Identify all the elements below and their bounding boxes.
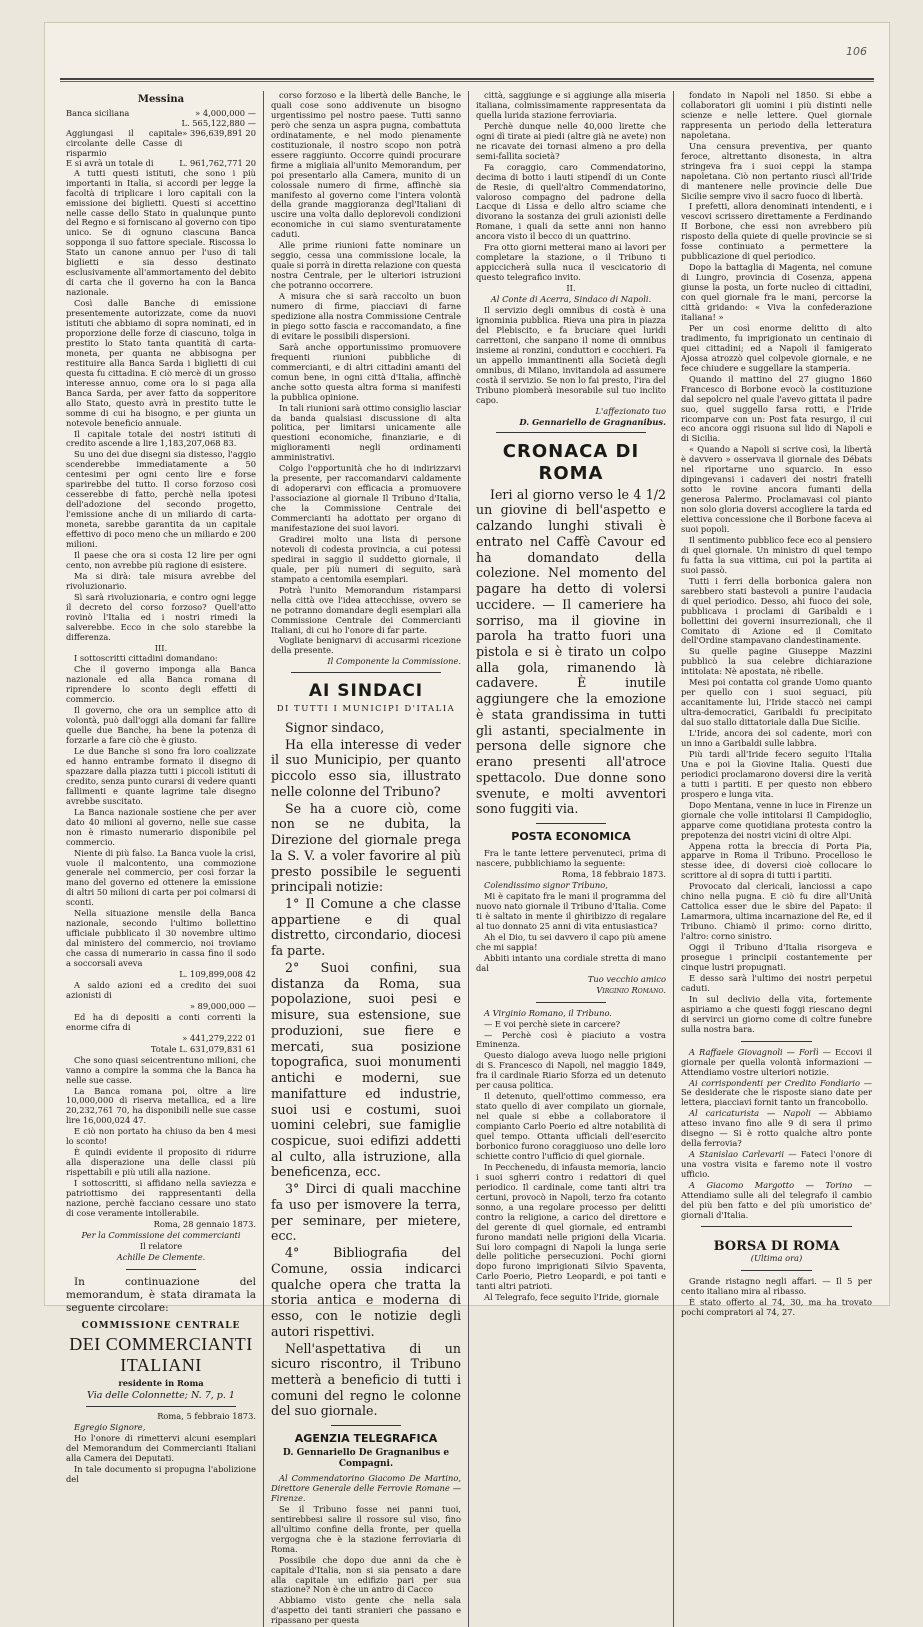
posta-heading: POSTA ECONOMICA xyxy=(511,830,631,844)
paragraph: In Pecchenedu, di infausta memoria, lancio i suoi sgherri contro i redattori di quel periodico. Il cardinale, come tanti altri tra certuni, provocò in Napoli, terzo fra cotanto sonno, a una regolare processo per delitti contro la religione, a carico del direttore e del gerente di quel giornale, ed entrambi furono mandati nelle prigioni della Vicaria. Sui loro compagni di Napoli la lunga serie delle politiche persecuzioni. Pochi giorni dopo furono imprigionati Silvio Spaventa, Carlo Poerio, Pietro Leopardi, e poi tanti e tanti altri patrioti. xyxy=(476,1161,666,1292)
paragraph: Il capitale totale dei nostri istituti di credito ascende a lire 1,183,207,068 83. xyxy=(66,428,256,449)
signature-name: Virginio Romano. xyxy=(596,984,666,995)
agenzia-subheading: D. Gennariello De Gragnanibus e Compagni. xyxy=(282,1448,450,1470)
paragraph: Potrà l'unito Memorandum ristamparsi nella città ove l'idea attecchisse, ovvero se ne potranno domandare degli esemplari alla Commissione Centrale dei Commercianti Italiani, di cui ho l'onore di far parte. xyxy=(271,584,461,635)
paragraph: E ciò non portato ha chiuso da ben 4 mesi lo sconto! xyxy=(66,1126,256,1147)
divider xyxy=(741,1041,812,1042)
dateline: Roma, 28 gennaio 1873. xyxy=(153,1218,256,1229)
section-heading-messina: Messina xyxy=(137,94,185,105)
cronaca-heading: CRONACA DI ROMA xyxy=(502,441,640,485)
borsa-heading: BORSA DI ROMA xyxy=(713,1238,840,1254)
paragraph: 4° Bibliografia del Comune, ossia indicarci qualche opera che tratta la storia antica e moderna di esso, con le notizie degli autori rispettivi. xyxy=(271,1245,461,1339)
paragraph: È stato offerto al 74, 30, ma ha trovato pochi compratori al 74, 27. xyxy=(681,1297,872,1318)
paragraph: Il servizio degli omnibus di costà è una ignominia pubblica. Rieva una pira in piazza del Plebiscito, e fa bruciare quei luridi carrettoni, che sanpano il nome di omnibus insieme ai ronzini, conduttori e cocchieri. Fa un appello immantinenti alla Società degli omnibus, di Milano, invitandola ad assumere costà il servizio. Se non lo fai presto, l'ira del Tribuno piomberà inesorabile sul tuo inclito capo. xyxy=(476,305,666,405)
paragraph: In tale documento si propugna l'abolizione del xyxy=(66,1464,256,1485)
paragraph: Sarà anche opportunissimo promuovere frequenti riunioni pubbliche di commercianti, e di altri cittadini amanti del comun bene, in ogni città d'Italia, affinchè anche sotto questa altra forma si manifesti la pubblica opinione. xyxy=(271,341,461,402)
paragraph: — Perchè così è piaciuto a vostra Eminenza. xyxy=(476,1029,666,1050)
paragraph: I prefetti, allora denominati intendenti, e i vescovi scrissero direttamente a Ferdinando II Borbone, che essi non avrebbero più risposto della quiete di quelle provincie se si fosse continuato a permettere la pubblicazione di quel periodico. xyxy=(681,201,872,262)
paragraph: I sottoscritti cittadini domandano: xyxy=(74,653,218,664)
paragraph: Appena rotta la breccia di Porta Pia, apparve in Roma il Tribuno. Procelloso le stesse idee, di doversi cioè collocare lo scrittore al di sopra di tutti i partiti. xyxy=(681,840,872,881)
addressee: A Virginio Romano, il Tribuno. xyxy=(484,1007,612,1018)
paragraph: Quando il mattino del 27 giugno 1860 Francesco di Borbone evocò la costituzione dal sepolcro nel quale l'avevo gittata il padre suo, quel suggello farsa rotti, e l'Iride ricomparve con un: Post fata resurgo, il cui eco ancora oggi risuona sul lido di Napoli e di Sicilia. xyxy=(681,373,872,444)
paragraph: A misura che si sarà raccolto un buon numero di firme, piacciavi di farne spedizione alla nostra Commissione Centrale in piego sotto fascia e raccomandato, a fine di evitare le possibili dispersioni. xyxy=(271,291,461,341)
money-row: L. 565,122,880 — xyxy=(181,117,256,128)
circular-date: Roma, 5 febbraio 1873. xyxy=(157,1411,256,1422)
divider xyxy=(331,1425,401,1426)
paragraph: In sul declivio della vita, fortemente aspiriamo a che questi foggi riescano degni di servirci un giorno come di coltre funebre sulla nostra bara. xyxy=(681,993,872,1034)
reply-item: Ai corrispondenti per Credito Fondiario — Se desiderate che le risposte siano date per lettera, piacciavi fornit tanto un francobollo. xyxy=(681,1077,872,1108)
paragraph: — E voi perchè siete in carcere? xyxy=(484,1018,621,1029)
paragraph: Nella situazione mensile della Banca nazionale, secondo l'ultimo bollettino ufficiale pubblicato il 30 novembre ultimo dal ministero del commercio, noi troviamo che cassa di numerario in cassa fino il sodo a soccorsali aveva xyxy=(66,908,256,969)
amount: L. 109,899,008 42 xyxy=(179,969,256,980)
divider xyxy=(741,1270,812,1271)
newspaper-page xyxy=(44,22,890,1626)
paragraph: A saldo azioni ed a credito dei suoi azionisti di xyxy=(66,979,256,1000)
divider xyxy=(701,1226,852,1227)
paragraph: Al Telegrafo, fece seguito l'Iride, giornale xyxy=(484,1292,659,1303)
paragraph: Ah el Dio, tu sei davvero il capo più amene che mi sappia! xyxy=(476,931,666,952)
column-3 xyxy=(469,91,674,1627)
paragraph: Mesi poi contatta col grande Uomo quanto per quello con i suoi seguaci, più accanitamente lui, l'Iride staccò nei campi ultra-democratici, Garibaldi fu precipitato dal suo stallo dittatoriale dalla Due Sicilie. xyxy=(681,677,872,728)
columns xyxy=(59,90,879,1626)
paragraph: Signor sindaco, xyxy=(285,719,385,735)
money-row: Banca siciliana » 4,000,000 — xyxy=(66,108,256,118)
paragraph: Perchè dunque nelle 40,000 lirette che ogni dì tirate ai piedi (altre già ne avete) non ne ricavate dei tornasi almeno a pro della semi-fallita società? xyxy=(476,120,666,161)
borsa-subheading: (Ultima ora) xyxy=(750,1253,803,1264)
paragraph: Abbiti intanto una cordiale stretta di mano dal xyxy=(476,952,666,973)
commissione-heading: COMMISSIONE CENTRALE xyxy=(81,1321,241,1332)
paragraph: Su quelle pagine Giuseppe Mazzini pubblicò la sua celebre dichiarazione intitolata: Nè apostata, nè ribelle. xyxy=(681,646,872,677)
signature: Il Componente la Commissione. xyxy=(327,656,461,667)
reply-item: A Stanislao Carlevarii — Fateci l'onore di una vostra visita e faremo note il vostro ufficio. xyxy=(681,1149,872,1180)
paragraph: La Banca nazionale sostiene che per aver dato 40 milioni al governo, nelle sue casse non è rimasto numerario disponibile pel commercio. xyxy=(66,806,256,847)
signature: Tuo vecchio amico xyxy=(587,973,666,984)
reply-item: A Raffaele Giovagnoli — Forlì — Eccovi il giornale per quella volontà informazioni — Attendiamo vostre ulteriori notizie. xyxy=(681,1046,873,1077)
signature-line: Per la Commissione dei commercianti xyxy=(81,1229,241,1240)
paragraph: Grande ristagno negli affari. — Il 5 per cento italiano mira al ribasso. xyxy=(681,1276,872,1297)
paragraph: Fra otto giorni metterai mano ai lavori per completare la stazione, o il Tribuno ti appiccicherà sulla nuca il vescicatorio di questo telegrafico invito. xyxy=(476,242,666,283)
paragraph: Se il Tribuno fosse nei panni tuoi, sentirebbesi salire il rossore sul viso, fino all'ultimo confine della fronte, per quella vergogna che è la stazione ferroviaria di Roma. xyxy=(271,1503,461,1554)
paragraph: E desso sarà l'ultimo dei nostri perpetui caduti. xyxy=(681,972,872,993)
paragraph: Una censura preventiva, per quanto feroce, altrettanto disonesta, in altra stringeva fra i suoi ceppi la stampa napoletana. Ciò non pertanto riuscì all'Iride di mantenere nelle provincie delle Due Sicilie sempre vivo il sacro fuoco di libertà. xyxy=(681,140,872,201)
paragraph: Il paese che ora si costa 12 lire per ogni cento, non avrebbe più ragione di esistere. xyxy=(66,549,256,570)
paragraph: Più tardi all'Iride fecero seguito l'Italia Una e poi la Giovine Italia. Questi due periodici proclamarono doversi dire la verità a tutti i partiti. E per questo non ebbero prospero e lunga vita. xyxy=(681,748,872,799)
page-number: 106 xyxy=(846,45,867,58)
paragraph: La Banca romana poi, oltre a lire 10,000,000 di riserva metallica, ed a lire 20,232,761 70, ha disponibili nelle sue casse lire 16,000,024 47. xyxy=(66,1085,256,1126)
residente-line: residente in Roma xyxy=(118,1378,204,1389)
paragraph: Ha ella interesse di veder il suo Municipio, per quanto piccolo esso sia, illustrato nelle colonne del Tribuno? xyxy=(271,736,461,799)
signature-title: Il relatore xyxy=(139,1240,183,1251)
paragraph: Nell'aspettativa di un sicuro riscontro, il Tribuno metterà a beneficio di tutti i comuni del regno le colonne del suo giornale. xyxy=(271,1340,461,1419)
paragraph: Fra le tante lettere pervenuteci, prima di nascere, pubblichiamo la seguente: xyxy=(476,848,666,869)
ai-sindaci-subheading: DI TUTTI I MUNICIPI D'ITALIA xyxy=(276,703,456,714)
paragraph: L'Iride, ancora dei sol cadente, morì con un inno a Garibaldi sulle labbra. xyxy=(681,728,872,748)
paragraph: Sì sarà rivoluzionaria, e contro ogni legge il decreto del corso forzoso? Quell'atto rovinò l'Italia ed i nostri rimedi la salverebbe. Ecco in che solo starebbe la differenza. xyxy=(66,591,256,642)
paragraph: Per un così enorme delitto di alto tradimento, fu imprigionato un centinaio di quei cittadini; ed a Napoli il famigerato Ajossa atrozzò quel colpevole giornale, e ne fece chiudere e suggellare la stamperia. xyxy=(681,322,872,373)
paragraph: 2° Suoi confini, sua distanza da Roma, sua popolazione, suoi pesi e misure, sua estensione, sue produzioni, sue fiere e mercati, sua posizione topografica, suoi monumenti antichi e moderni, sue manifatture ed industrie, suoi usi e costumi, suoi uomini celebri, sue famiglie cospicue, suoi edifizi addetti al culto, alla istruzione, alla beneficenza, ecc. xyxy=(271,959,461,1180)
column-1 xyxy=(59,91,264,1627)
paragraph: Fa coraggio, caro Commendatorino, decima di botto i lauti stipendî di un Conte de Resie, di quell'altro Commendatorino, valoroso compagno del padrone della Lacque di Lissa e dello altro sciame che divorano la sostanza dei gruli azionisti delle Romane, i quali da sette anni non hanno ancora visto il becco di un quattrino. xyxy=(476,161,666,242)
dateline: Roma, 18 febbraio 1873. xyxy=(561,869,666,880)
signature: L'affezionato tuo xyxy=(595,405,666,416)
ai-sindaci-heading: AI SINDACI xyxy=(308,681,424,702)
divider xyxy=(536,823,606,824)
paragraph: Oggi il Tribuno d'Italia risorgeva e prosegue i principii costantemente per cinque lustri propugnati. xyxy=(681,942,872,972)
divider xyxy=(496,432,646,433)
paragraph: Al Commendatorino Giacomo De Martino, Direttore Generale delle Ferrovie Romane — Firenze. xyxy=(271,1473,461,1503)
paragraph: Abbiamo visto gente che nella sala d'aspetto dei tanti stranieri che passano e ripassano per questa xyxy=(271,1595,461,1626)
paragraph: A tutti questi istituti, che sono i più importanti in Italia, si accordi per legge la facoltà di triplicare i loro capitali con la emissione dei biglietti. Questi si accettino nelle casse dello Stato in qualunque punto del Regno e si forniscano al governo con tipo unico. Se di ognuno ciascuna Banca sopponga il suo fattore speciale. Riscossa lo Stato un canone annuo per l'uso di tali biglietti e sia desso destinato esclusivamente all'ammortamento del debito di carta che il governo ha con la Banca nazionale. xyxy=(66,167,256,298)
column-2 xyxy=(264,91,469,1627)
cronaca-body xyxy=(476,487,666,817)
paragraph: Il detenuto, quell'ottimo commesso, era stato quello di aver compilato un giornale, nel quale si ebbe a collaboratore il compianto Carlo Poerio ed altre notabilità di quel tempo. Ottanta ufficiali dell'esercito borbonico furono coraggiuoso uno delle loro schiette contro l'ufficio di quel giornale. xyxy=(476,1091,666,1161)
paragraph: Che il governo imponga alla Banca nazionale ed alla Banca romana di riprendere lo sconto degli effetti di commercio. xyxy=(66,664,256,705)
paragraph: Le due Banche si sono fra loro coalizzate ed hanno entrambe formato il disegno di spazzare dalla piazza tutti i piccoli istituti di credito, senza punto curarsi di vedere quanti fallimenti e quante lagrime tale disegno avrebbe suscitato. xyxy=(66,746,256,806)
intro-paragraph: In continuazione del memorandum, è stata diramata la seguente circolare: xyxy=(66,1275,256,1314)
paragraph: I sottoscritti, si affidano nella saviezza e patriottismo dei rappresentanti della nazione, perchè facciano cessare uno stato di cose veramente intollerabile. xyxy=(66,1178,256,1218)
paragraph: Ma si dirà: tale misura avrebbe del rivoluzionario. xyxy=(66,570,256,591)
divider xyxy=(126,1269,196,1270)
commercianti-heading: DEI COMMERCIANTI ITALIANI xyxy=(69,1333,253,1376)
section-number: III. xyxy=(154,642,168,653)
divider xyxy=(536,1002,606,1003)
paragraph: Su uno dei due disegni sia distesso, l'aggio scenderebbe immediatamente a 50 centesimi per ogni cento lire e forse sparirebbe del tutto. Il corso forzoso così cesserebbe di fatto, perchè nella ipotesi dell'adozione del secondo progetto, l'emissione anche di un miliardo di carta-moneta, sarebbe garantita da un capitale effettivo di poco meno che un miliardo e 200 milioni. xyxy=(66,449,256,549)
paragraph: 3° Dirci di quali macchine fa uso per ismovere la terra, per seminare, per mietere, ecc. xyxy=(271,1181,461,1244)
paragraph: Questo dialogo aveva luogo nelle prigioni di S. Francesco di Napoli, nel maggio 1849, fra il cardinale Riario Sforza ed un detenuto per causa politica. xyxy=(476,1050,666,1091)
reply-item: A Giacomo Margotto — Torino — Attendiamo sulle ali del telegrafo il cambio del più ben fatto e del più umoristico de' giornali d'Italia. xyxy=(681,1180,873,1220)
money-row: E si avrà un totale di L. 961,762,771 20 xyxy=(66,157,256,168)
section-number: II. xyxy=(566,283,576,294)
addressee: Al Conte di Acerra, Sindaco di Napoli. xyxy=(490,294,652,305)
paragraph: Ieri al giorno verso le 4 1/2 un giovine di bell'aspetto e calzando lunghi stivali è entrato nel Caffè Cavour ed ha domandato della colezione. Nel momento del pagare ha detto di volersi uccidere. — Il cameriere ha sorriso, ma il giovine in parola ha tratto fuori una pistola e si è tirato un colpo alla gola, rimanendo là cadavere. È inutile aggiungere che la emozione è stata grandissima in tutti gli astanti, specialmente in persona delle signore che erano presenti all'atroce spettacolo. Due donne sono svenute, e molti avventori sono fuggiti via. xyxy=(476,486,666,817)
paragraph: Ed ha di depositi a conti correnti la enorme cifra di xyxy=(66,1011,256,1032)
divider xyxy=(291,672,441,673)
paragraph: Dopo la battaglia di Magenta, nel comune di Lungro, provincia di Cosenza, appena giunse la posta, un forte nucleo di cittadini, con quel giornale fra le mani, percorse la città gridando: « Viva la confederazione italiana! » xyxy=(681,262,872,322)
column-4 xyxy=(674,91,879,1627)
paragraph: corso forzoso e la libertà delle Banche, le quali cose sono addivenute un bisogno urgentissimo pel nostro paese. Tutti sanno però che senza un aspra pugna, combattuta ordinatamente, e nel modo pienamente costituzionale, il nostro scopo non potrà essere raggiunto. Occorre quindi procurare firme a migliaia all'unito Memorandum, per poi presentarlo alla Camera, munito di un colossale numero di firme, affinchè sia manifesto al governo come l'intera volontà della grande maggioranza degl'Italiani di uscire una volta dallo deplorevoli condizioni economiche in cui siamo sventuratamente caduti. xyxy=(271,90,461,240)
paragraph: Alle prime riunioni fatte nominare un seggio, cessa una commissione locale, la quale si porrà in diretta relazione con questa nostra Centrale, per le ulteriori istruzioni che potranno occorrere. xyxy=(271,240,462,291)
paragraph: Vogliate benignarvi di accusarmi ricezione della presente. xyxy=(271,635,461,656)
amount: » 441,279,222 01 xyxy=(182,1032,256,1043)
amount-total: Totale L. 631,079,831 61 xyxy=(150,1043,256,1054)
reply-item: Al caricaturista — Napoli — Abbiamo atteso invano fino alle 9 di sera il primo disegno — Si è rotto qualche altro ponte della ferrovia? xyxy=(681,1108,872,1149)
paragraph: Che sono quasi seicentrentuno milioni, che vanno a compire la somma che la Banca ha nelle sue casse. xyxy=(66,1054,256,1085)
address-line: Via delle Colonnette; N. 7, p. 1 xyxy=(87,1390,235,1402)
paragraph: In tali riunioni sarà ottimo consiglio lasciar da banda qualsiasi discussione di alta politica, per limitarsi unicamente alle questioni economiche, finanziarie, e di miglioramenti negli ordinamenti amministrativi. xyxy=(271,402,461,463)
paragraph: Il sentimento pubblico fece eco al pensiero di quel giornale. Un ministro di quel tempo fu fatta la sua vittima, cui poi la partita ai suoi passò. xyxy=(681,534,872,575)
header-rule xyxy=(60,78,874,82)
paragraph: È quindi evidente il proposito di ridurre alla disperazione una delle classi più rispettabili e più utili alla nazione. xyxy=(66,1147,256,1178)
signature-name: Achille De Clemente. xyxy=(116,1251,206,1262)
money-row: Aggiungasi il capitale circolante delle Casse di risparmio » 396,639,891 20 xyxy=(66,127,256,158)
salutation: Egregio Signore, xyxy=(74,1422,146,1433)
paragraph: Niente di più falso. La Banca vuole la crisi, vuole il malcontento, una commozione generale nel commercio, per così forzar la mano del governo ed ottenere la emissione di altri 50 milioni di carta per poi colmarsi di sconti. xyxy=(66,847,256,908)
paragraph: città, saggiunge e si aggiunge alla miseria italiana, colmissimamente rappresentata da quella lurida stazione ferroviaria. xyxy=(476,90,666,120)
paragraph: Ho l'onore di rimettervi alcuni esemplari del Memorandum dei Commercianti Italiani alla Camera dei Deputati. xyxy=(66,1433,256,1464)
paragraph: Se ha a cuore ciò, come non se ne dubita, la Direzione del giornale prega la S. V. a voler favorire al più presto possibile le seguenti principali notizie: xyxy=(271,800,461,895)
paragraph: Dopo Mentana, venne in luce in Firenze un giornale che volle intitolarsi Il Campidoglio, apparve come quotidiana protesta contro la prepotenza dei nostri vicini di oltre Alpi. xyxy=(681,799,872,840)
amount: » 89,000,000 — xyxy=(189,1000,256,1011)
sindaci-body xyxy=(271,720,461,1419)
paragraph: Il governo, che ora un semplice atto di volontà, può dall'oggi alla domani far fallire quelle due Banche, ha bene la potenza di forzarle a fare ciò che è giusto. xyxy=(66,705,256,746)
divider xyxy=(86,1406,236,1407)
signature-name: D. Gennariello de Gragnanibus. xyxy=(519,416,666,427)
paragraph: « Quando a Napoli si scrive così, la libertà è davvero » osservava il giornale des Débats nel riportarne uno squarcio. In esso dipingevansi i cadaveri dei nostri fratelli sotto le rovine ancora fumanti della generosa Palermo. Proclamavasi col pianto non solo gloria doversi accogliere la tarda ed elettiva concessione che il Borbone faceva ai suoi popoli. xyxy=(681,444,872,534)
paragraph: Provocato dal clericali, lanciossi a capo chino nella pugna. E ciò fu dire all'Unità Cattolica esser due le sbire del Papato: il Lamarmora, ultima incarnazione del Re, ed il Tribuno. Chiamò il primo: corno diritto, l'altro: corno sinistro. xyxy=(681,881,872,942)
paragraph: Mi è capitato fra le mani il programma del nuovo nato giornale il Tribuno d'Italia. Come ti è saltato in mente il ghiribizzo di regalare al tuo donnato 25 anni di vita entusiastica? xyxy=(476,891,666,931)
paragraph: Colgo l'opportunità che ho di indirizzarvi la presente, per raccomandarvi caldamente di adoperarvi con efficacia a promuovere l'associazione al giornale Il Tribuno d'Italia, che la Commissione Centrale dei Commercianti ha adottato per organo di manifestazione dei suoi lavori. xyxy=(271,463,461,533)
paragraph: Tutti i ferri della borbonica galera non sarebbero stati bastevoli a punire l'audacia di quel periodico. Desso, ahi fuoco dei sole, pubblicava i proclami di Garibaldi e i bollettini dei governi insurrezionali, che il Comitato di Azione ed il Comitato dell'Ordine stampavano clandestinamente. xyxy=(681,575,872,646)
paragraph: Possibile che dopo due anni da che è capitale d'Italia, non si sia pensato a dare alla capitale un edifizio pari per sua stazione? Non è che un antro di Cacco xyxy=(271,1554,461,1595)
paragraph: fondato in Napoli nel 1850. Si ebbe a collaboratori gli uomini i più distinti nelle scienze e nelle lettere. Quel giornale rappresenta un periodo della letteratura napoletana. xyxy=(681,90,872,140)
paragraph: Così dalle Banche di emissione presentemente autorizzate, come da nuovi istituti che abbiamo di sopra nominati, ed in proporzione delle forze di ciascuno, tolga in prestito lo Stato tanta quantità di carta-moneta, per quanta ne abbisogna per restituire alla Banca Sarda i biglietti di cui questa fu cittadina. E ciò mercè di un grosso interesse annuo, come ora lo si paga alla Banca Sarda, per aver fatto da sopperitore allo Stato, questo avrà in prestito tutte le somme di cui ha bisogno, e per giunta un notevole beneficio annuale. xyxy=(66,298,256,428)
salutation: Colendissimo signor Tribuno, xyxy=(484,880,608,891)
paragraph: Gradirei molto una lista di persone notevoli di codesta provincia, a cui potessi spedirai in saggio il suddetto giornale, il quale, per più numeri di seguito, sarà stampato a centomila esemplari. xyxy=(271,533,461,584)
agenzia-heading: AGENZIA TELEGRAFICA xyxy=(294,1432,438,1446)
paragraph: 1° Il Comune a che classe appartiene e di qual distretto, circondario, diocesi fa parte. xyxy=(271,895,461,959)
